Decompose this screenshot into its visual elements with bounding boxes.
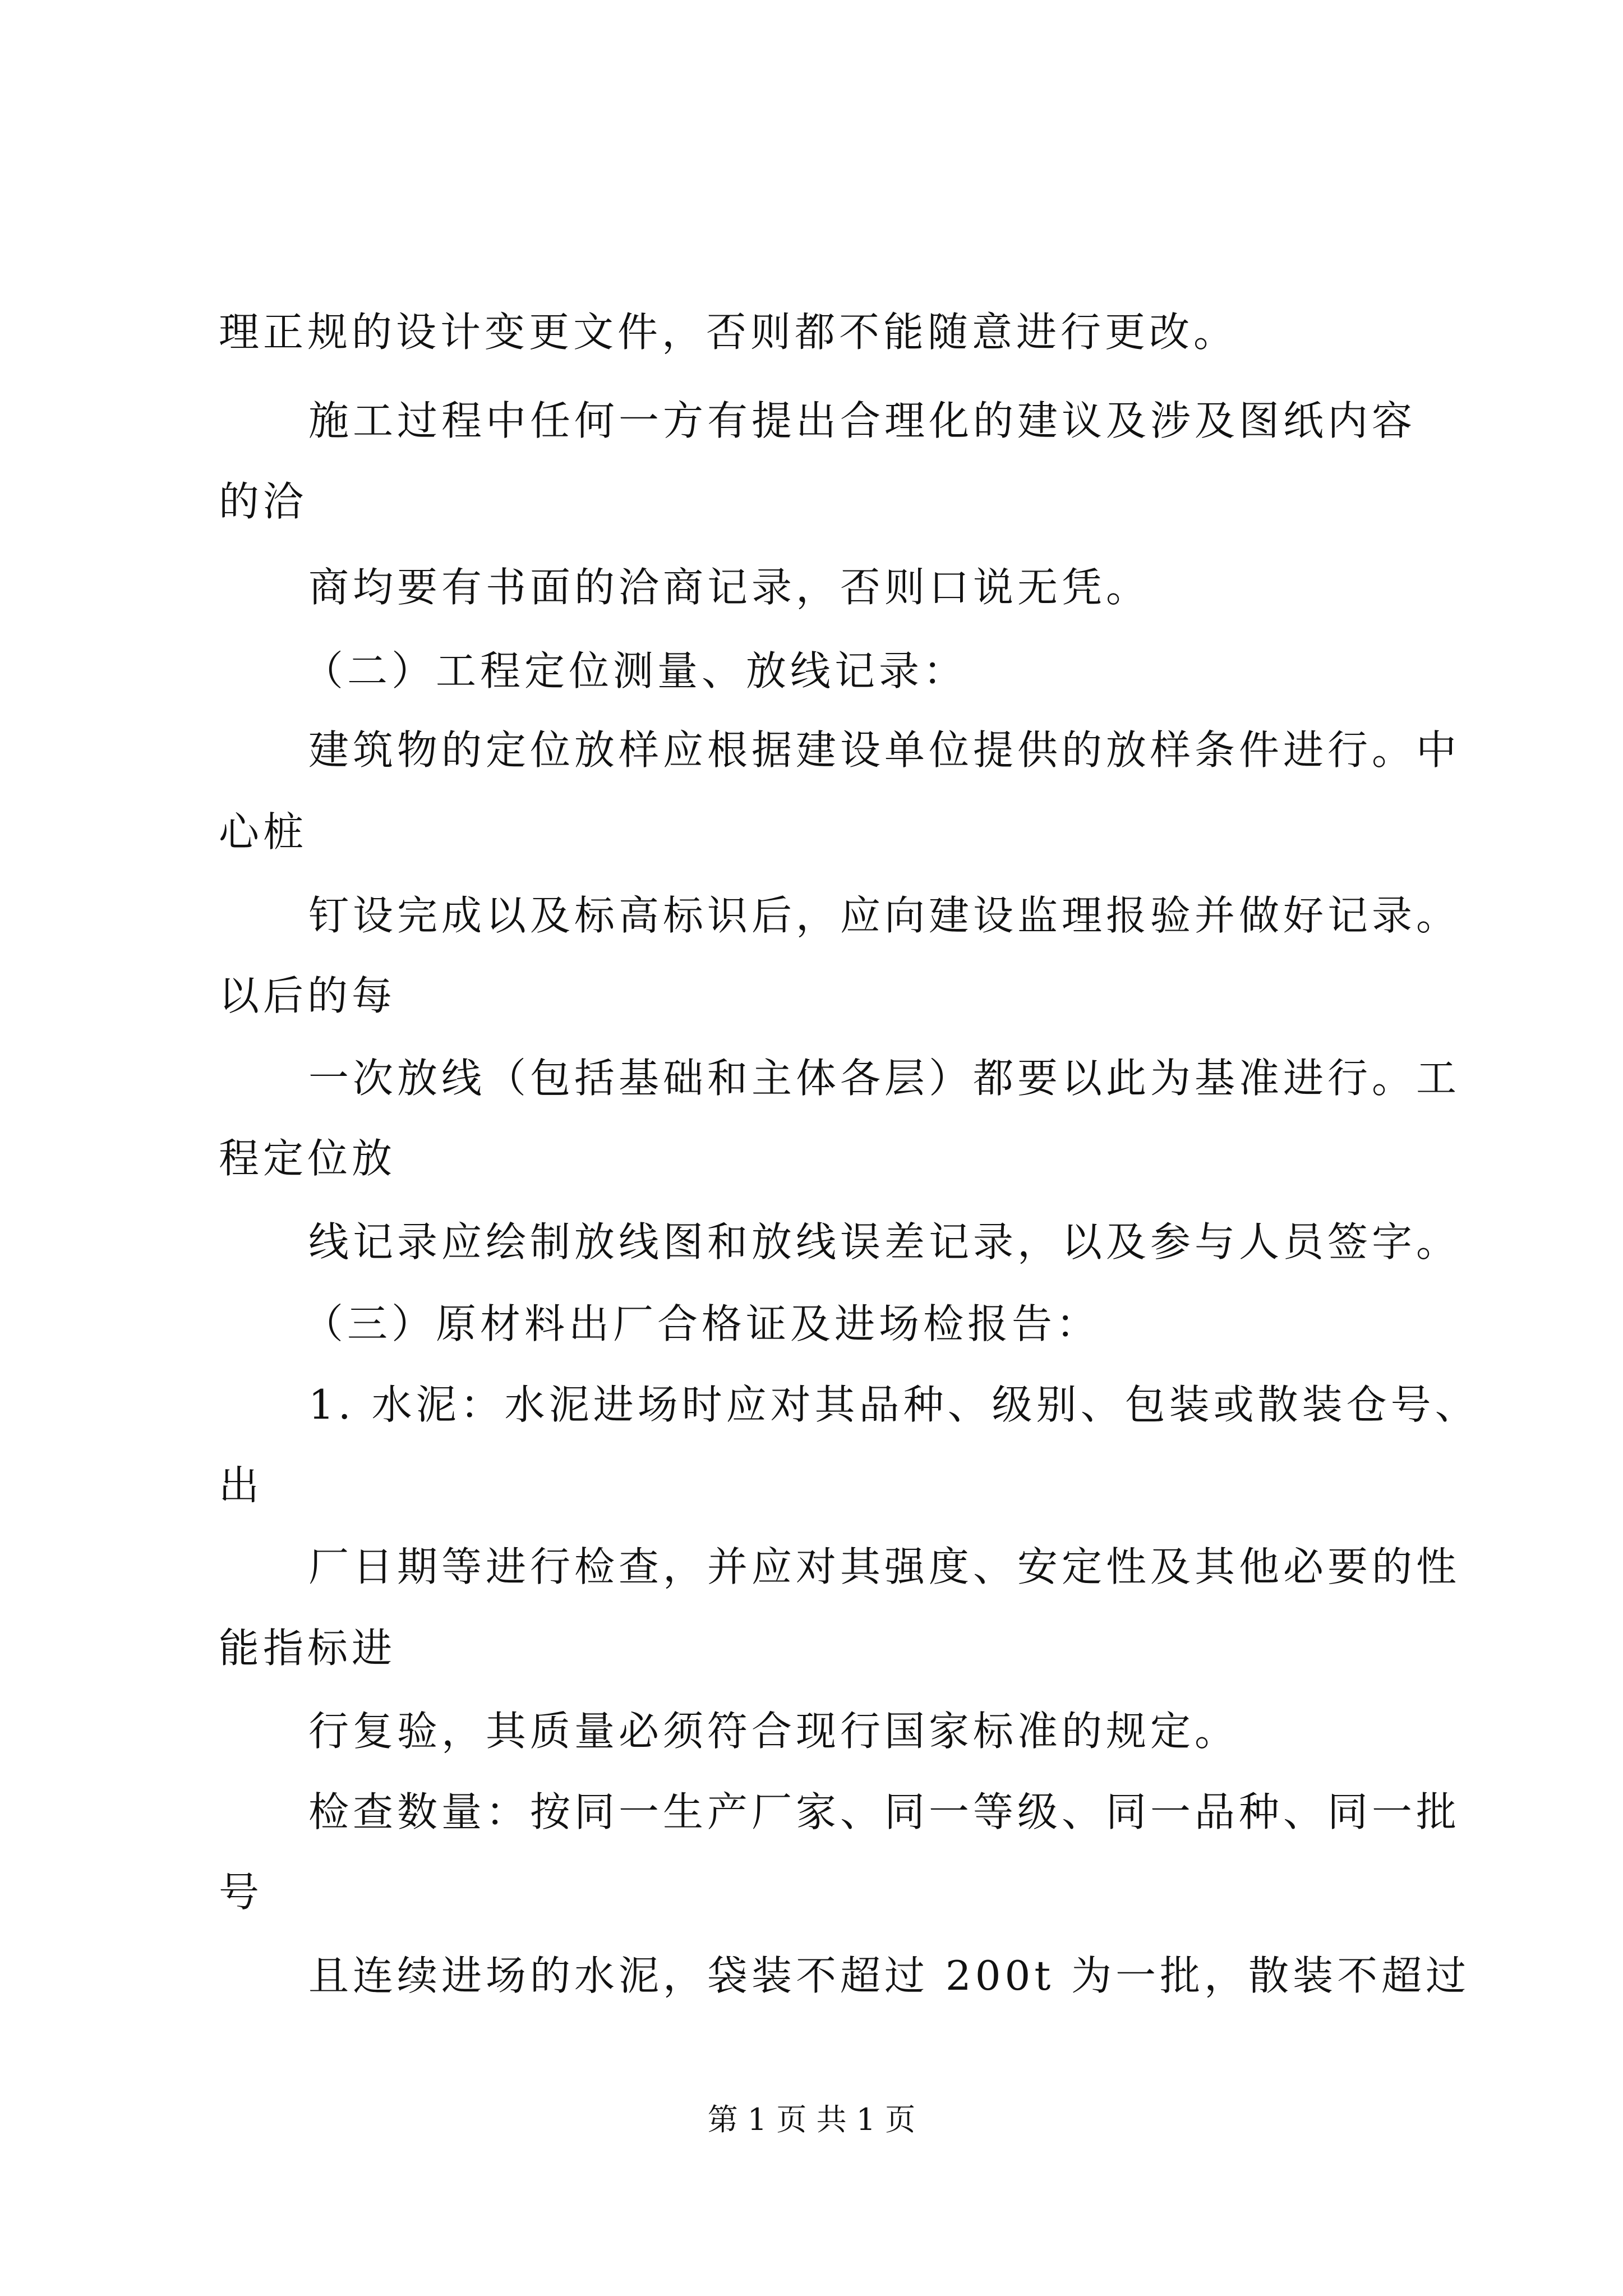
text-line: 钉设完成以及标高标识后，应向建设监理报验并做好记录。 <box>308 892 1461 939</box>
text-line: 厂日期等进行检查，并应对其强度、安定性及其他必要的性 <box>308 1543 1461 1590</box>
text-line: 施工过程中任何一方有提出合理化的建议及涉及图纸内容 <box>308 397 1417 444</box>
text-line: 一次放线（包括基础和主体各层）都要以此为基准进行。工 <box>308 1055 1461 1102</box>
page-footer: 第 1 页 共 1 页 <box>707 2102 916 2137</box>
text-line: 1. 水泥：水泥进场时应对其品种、级别、包装或散装仓号、 <box>308 1381 1479 1428</box>
text-line: 以后的每 <box>219 972 396 1019</box>
text-line: 号 <box>219 1869 264 1916</box>
text-line: 能指标进 <box>219 1625 396 1672</box>
text-line: 程定位放 <box>219 1135 396 1182</box>
text-line: （三）原材料出厂合格证及进场检报告： <box>303 1300 1101 1347</box>
text-line: 的洽 <box>219 478 308 525</box>
text-line: 出 <box>219 1462 264 1509</box>
text-line: 商均要有书面的洽商记录，否则口说无凭。 <box>308 564 1151 611</box>
text-line: 且连续进场的水泥，袋装不超过 200t 为一批，散装不超过 <box>308 1952 1470 1999</box>
text-line: 理正规的设计变更文件，否则都不能随意进行更改。 <box>219 309 1238 356</box>
text-line: 线记录应绘制放线图和放线误差记录，以及参与人员签字。 <box>308 1218 1461 1266</box>
text-line: 检查数量：按同一生产厂家、同一等级、同一品种、同一批 <box>308 1788 1461 1835</box>
text-line: （二）工程定位测量、放线记录： <box>303 647 968 694</box>
text-line: 建筑物的定位放样应根据建设单位提供的放样条件进行。中 <box>308 726 1461 774</box>
text-line: 行复验，其质量必须符合现行国家标准的规定。 <box>308 1708 1239 1755</box>
text-line: 心桩 <box>219 808 308 855</box>
